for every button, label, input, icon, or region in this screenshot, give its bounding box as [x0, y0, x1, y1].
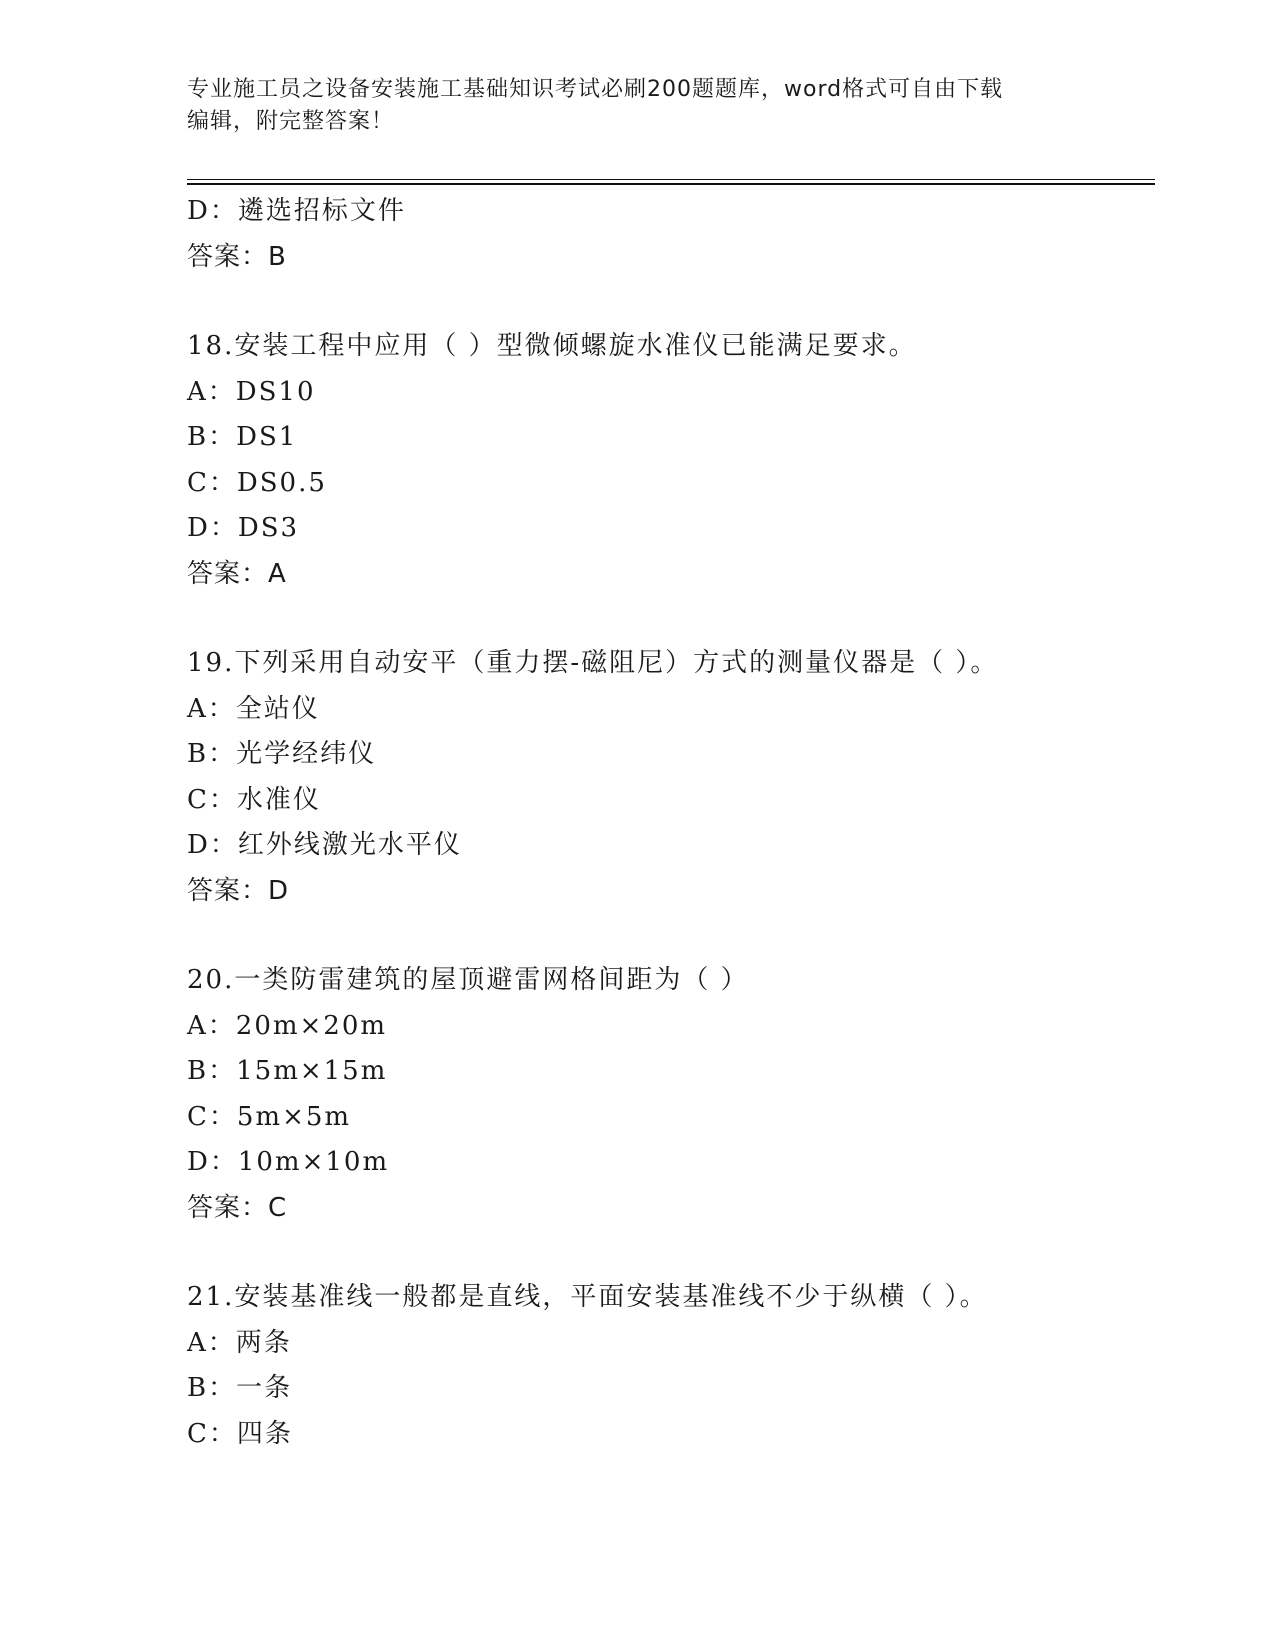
question-block-20	[187, 958, 1147, 1231]
header-rule-thin	[187, 179, 1155, 180]
option-c: C：四条	[187, 1418, 293, 1449]
question-stem: 18.安装工程中应用（ ）型微倾螺旋水准仪已能满足要求。	[187, 331, 917, 361]
question-stem: 20.一类防雷建筑的屋顶避雷网格间距为（ ）	[187, 965, 749, 995]
option-c: C：5m×5m	[187, 1101, 352, 1132]
option-b: B：光学经纬仪	[187, 739, 377, 769]
question-stem: 19.下列采用自动安平（重力摆-磁阻尼）方式的测量仪器是（ ）。	[187, 648, 999, 678]
option-a: A：DS10	[187, 376, 316, 407]
answer: 答案：A	[187, 558, 287, 589]
option-b: B：一条	[187, 1373, 293, 1403]
question-block-21	[187, 1275, 1147, 1457]
option-a: A：全站仪	[187, 693, 320, 724]
option-a: A：两条	[187, 1327, 292, 1358]
header-line-2: 编辑，附完整答案！	[187, 109, 395, 134]
option-c: C：水准仪	[187, 784, 321, 815]
header-line-1: 专业施工员之设备安装施工基础知识考试必刷200题题库，word格式可自由下载	[187, 77, 1004, 102]
option-d: D：10m×10m	[187, 1147, 390, 1177]
option-c: C：DS0.5	[187, 467, 327, 498]
question-block-19	[187, 641, 1147, 914]
option-b: B：15m×15m	[187, 1056, 388, 1086]
option-d: D：红外线激光水平仪	[187, 830, 462, 860]
question-list	[187, 189, 1147, 1457]
page-header	[187, 74, 1087, 138]
answer: 答案：D	[187, 875, 290, 906]
question-block-18	[187, 324, 1147, 597]
option-b: B：DS1	[187, 422, 298, 452]
question-block-17	[187, 189, 1147, 280]
question-stem: 21.安装基准线一般都是直线，平面安装基准线不少于纵横（ ）。	[187, 1282, 988, 1312]
answer: 答案：C	[187, 1192, 288, 1223]
answer: 答案：B	[187, 241, 287, 272]
option-d: D：DS3	[187, 513, 300, 543]
header-rule-thick	[187, 183, 1155, 185]
option-d: D：遴选招标文件	[187, 196, 406, 226]
option-a: A：20m×20m	[187, 1010, 388, 1041]
